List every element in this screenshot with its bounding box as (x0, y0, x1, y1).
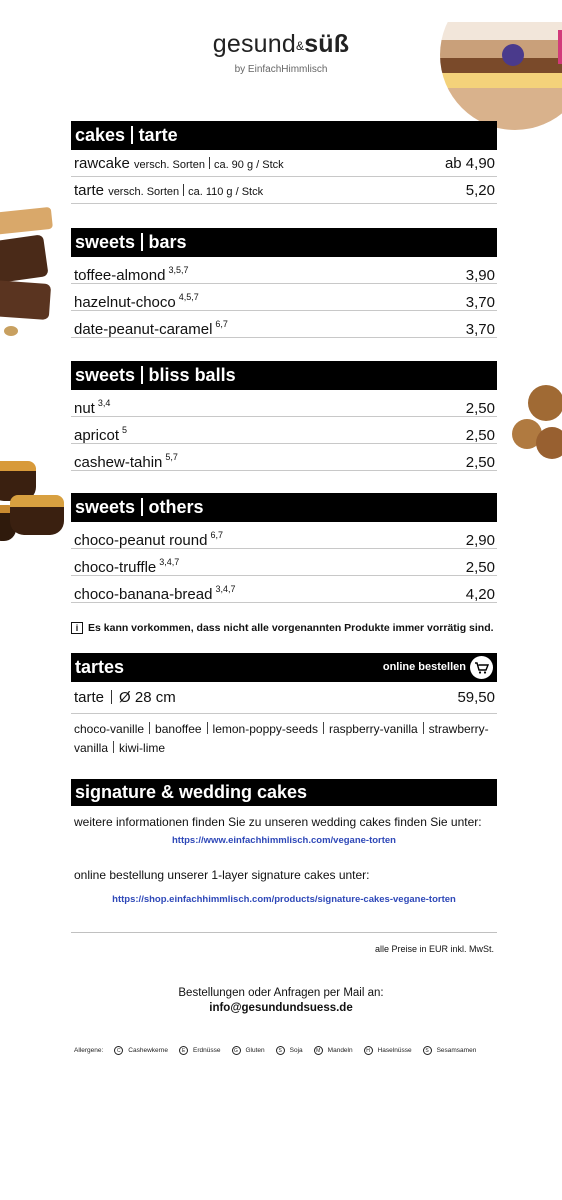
allergen-codes: 5,7 (165, 452, 178, 462)
menu-item-hazelnut-choco (71, 284, 497, 311)
item-size: Ø 28 cm (119, 689, 176, 706)
section-title: signature & wedding cakes (75, 782, 308, 802)
section-title-b: others (148, 497, 204, 517)
item-name: tarte (74, 182, 105, 199)
item-name: choco-truffle (74, 559, 157, 576)
item-name: hazelnut-choco (74, 294, 176, 311)
section-header (71, 779, 497, 806)
section-header (71, 653, 497, 682)
order-contact (0, 987, 562, 1014)
title-separator (131, 126, 133, 144)
allergen-codes: 6,7 (210, 530, 223, 540)
cake-slices-photo (440, 0, 562, 130)
flavour-separator (113, 741, 114, 753)
menu-item-tarte-large (71, 682, 497, 714)
title-separator (141, 498, 143, 516)
item-detail: versch. Sorten (108, 186, 180, 198)
section-tartes (71, 653, 497, 758)
item-price: 3,90 (465, 267, 495, 284)
flavour-separator (149, 722, 150, 734)
item-name: rawcake (74, 155, 130, 172)
menu-item-apricot (71, 417, 497, 444)
allergen-code-icon: G (232, 1046, 241, 1055)
item-name: cashew-tahin (74, 454, 163, 471)
item-price: 59,50 (457, 689, 495, 706)
menu-item-choco-peanut-round (71, 522, 497, 549)
menu-item-toffee-almond (71, 257, 497, 284)
item-name: nut (74, 400, 95, 417)
allergen-code-icon: C (114, 1046, 123, 1055)
allergen-legend (74, 1046, 476, 1055)
title-separator (141, 366, 143, 384)
item-price: 2,50 (465, 454, 495, 471)
allergen-codes: 6,7 (215, 319, 228, 329)
section-title: tartes (75, 657, 125, 677)
allergen-codes: 3,4 (97, 398, 111, 408)
section-cakes (71, 121, 497, 204)
allergen-codes: 3,5,7 (168, 265, 189, 275)
allergen-name: Erdnüsse (193, 1047, 221, 1054)
notice-text: Es kann vorkommen, dass nicht alle vorgenannten Produkte immer vorrätig sind. (88, 622, 494, 634)
item-price: 3,70 (465, 321, 495, 338)
section-title-a: cakes (75, 125, 126, 145)
allergen-legend-label: Allergene: (74, 1047, 104, 1054)
section-header (71, 228, 497, 257)
chocolate-cups-photo (0, 455, 70, 555)
item-name: date-peanut-caramel (74, 321, 213, 338)
section-header (71, 493, 497, 522)
chocolate-bars-photo (0, 210, 62, 360)
section-title-a: sweets (75, 232, 136, 252)
title-separator (141, 233, 143, 251)
item-weight: ca. 90 g / Stck (213, 159, 284, 171)
logo-subtitle: by EinfachHimmlisch (234, 64, 328, 75)
allergen-codes: 3,4,7 (159, 557, 180, 567)
flavour-item: kiwi-lime (119, 741, 166, 755)
info-icon: i (71, 622, 83, 634)
mail-address-link[interactable]: info@gesundundsuess.de (209, 1002, 353, 1014)
item-detail: versch. Sorten (134, 159, 205, 171)
item-price: 3,70 (465, 294, 495, 311)
flavour-list (71, 714, 497, 758)
flavour-item: lemon-poppy-seeds (212, 722, 318, 736)
allergen-code-icon: E (179, 1046, 188, 1055)
item-name: choco-banana-bread (74, 586, 213, 603)
item-name: choco-peanut round (74, 532, 208, 549)
section-header (71, 121, 497, 150)
logo-ampersand: & (295, 39, 305, 53)
allergen-code-icon: M (314, 1046, 323, 1055)
flavour-item: strawberry-vanilla (74, 722, 489, 755)
item-price: 2,50 (465, 559, 495, 576)
menu-item-nut (71, 390, 497, 417)
section-title-b: bliss balls (148, 365, 236, 385)
section-title-a: sweets (75, 497, 136, 517)
allergen-name: Sesamsamen (436, 1047, 477, 1054)
section-others (71, 493, 497, 603)
divider (71, 932, 497, 933)
item-price: 2,50 (465, 427, 495, 444)
allergen-codes: 3,4,7 (215, 584, 236, 594)
online-order-button[interactable] (383, 656, 493, 679)
menu-item-tarte (71, 177, 497, 204)
price-note: alle Preise in EUR inkl. MwSt. (374, 944, 494, 954)
allergen-codes: 4,5,7 (178, 292, 199, 302)
item-price: 5,20 (465, 182, 495, 199)
logo-part-suess: süß (304, 30, 350, 58)
menu-item-date-peanut-caramel (71, 311, 497, 338)
menu-item-cashew-tahin (71, 444, 497, 471)
item-price: 2,50 (465, 400, 495, 417)
section-title-b: tarte (138, 125, 178, 145)
section-header (71, 361, 497, 390)
flavour-separator (323, 722, 324, 734)
section-bliss-balls (71, 361, 497, 471)
section-title-b: bars (148, 232, 187, 252)
availability-notice (71, 622, 497, 634)
flavour-separator (423, 722, 424, 734)
bliss-balls-photo (508, 385, 562, 475)
allergen-name: Haselnüsse (377, 1047, 412, 1054)
allergen-name: Cashewkerne (128, 1047, 169, 1054)
allergen-name: Soja (289, 1047, 303, 1054)
item-price: ab 4,90 (444, 155, 495, 172)
flavour-item: raspberry-vanilla (328, 722, 418, 736)
item-name: toffee-almond (74, 267, 166, 284)
item-name: apricot (74, 427, 120, 444)
online-order-label: online bestellen (382, 661, 466, 673)
menu-item-rawcake (71, 150, 497, 177)
flavour-item: banoffee (155, 722, 202, 736)
section-bars (71, 228, 497, 338)
shopping-cart-icon (470, 656, 493, 679)
item-price: 2,90 (465, 532, 495, 549)
mail-text: Bestellungen oder Anfragen per Mail an: (178, 987, 384, 999)
item-price: 4,20 (465, 586, 495, 603)
menu-item-choco-truffle (71, 549, 497, 576)
wedding-cakes-link[interactable]: https://www.einfachhimmlisch.com/vegane-torten (172, 835, 396, 846)
logo-part-gesund: gesund (212, 30, 296, 58)
section-title-a: sweets (75, 365, 136, 385)
item-weight: ca. 110 g / Stck (188, 186, 264, 198)
allergen-name: Gluten (245, 1047, 265, 1054)
allergen-code-icon: S (276, 1046, 285, 1055)
section-signature (71, 779, 497, 905)
allergen-code-icon: H (364, 1046, 373, 1055)
allergen-name: Mandeln (327, 1047, 353, 1054)
flavour-item: choco-vanille (74, 722, 145, 736)
allergen-code-icon: S (423, 1046, 432, 1055)
item-name: tarte (74, 689, 105, 706)
signature-cakes-link[interactable]: https://shop.einfachhimmlisch.com/products/signature-cakes-vegane-torten (112, 894, 456, 905)
allergen-codes: 5 (122, 425, 128, 435)
wedding-info-text: weitere informationen finden Sie zu unseren wedding cakes finden Sie unter: (74, 815, 482, 829)
menu-item-choco-banana-bread (71, 576, 497, 603)
signature-order-text: online bestellung unserer 1-layer signature cakes unter: (74, 868, 370, 882)
flavour-separator (207, 722, 208, 734)
